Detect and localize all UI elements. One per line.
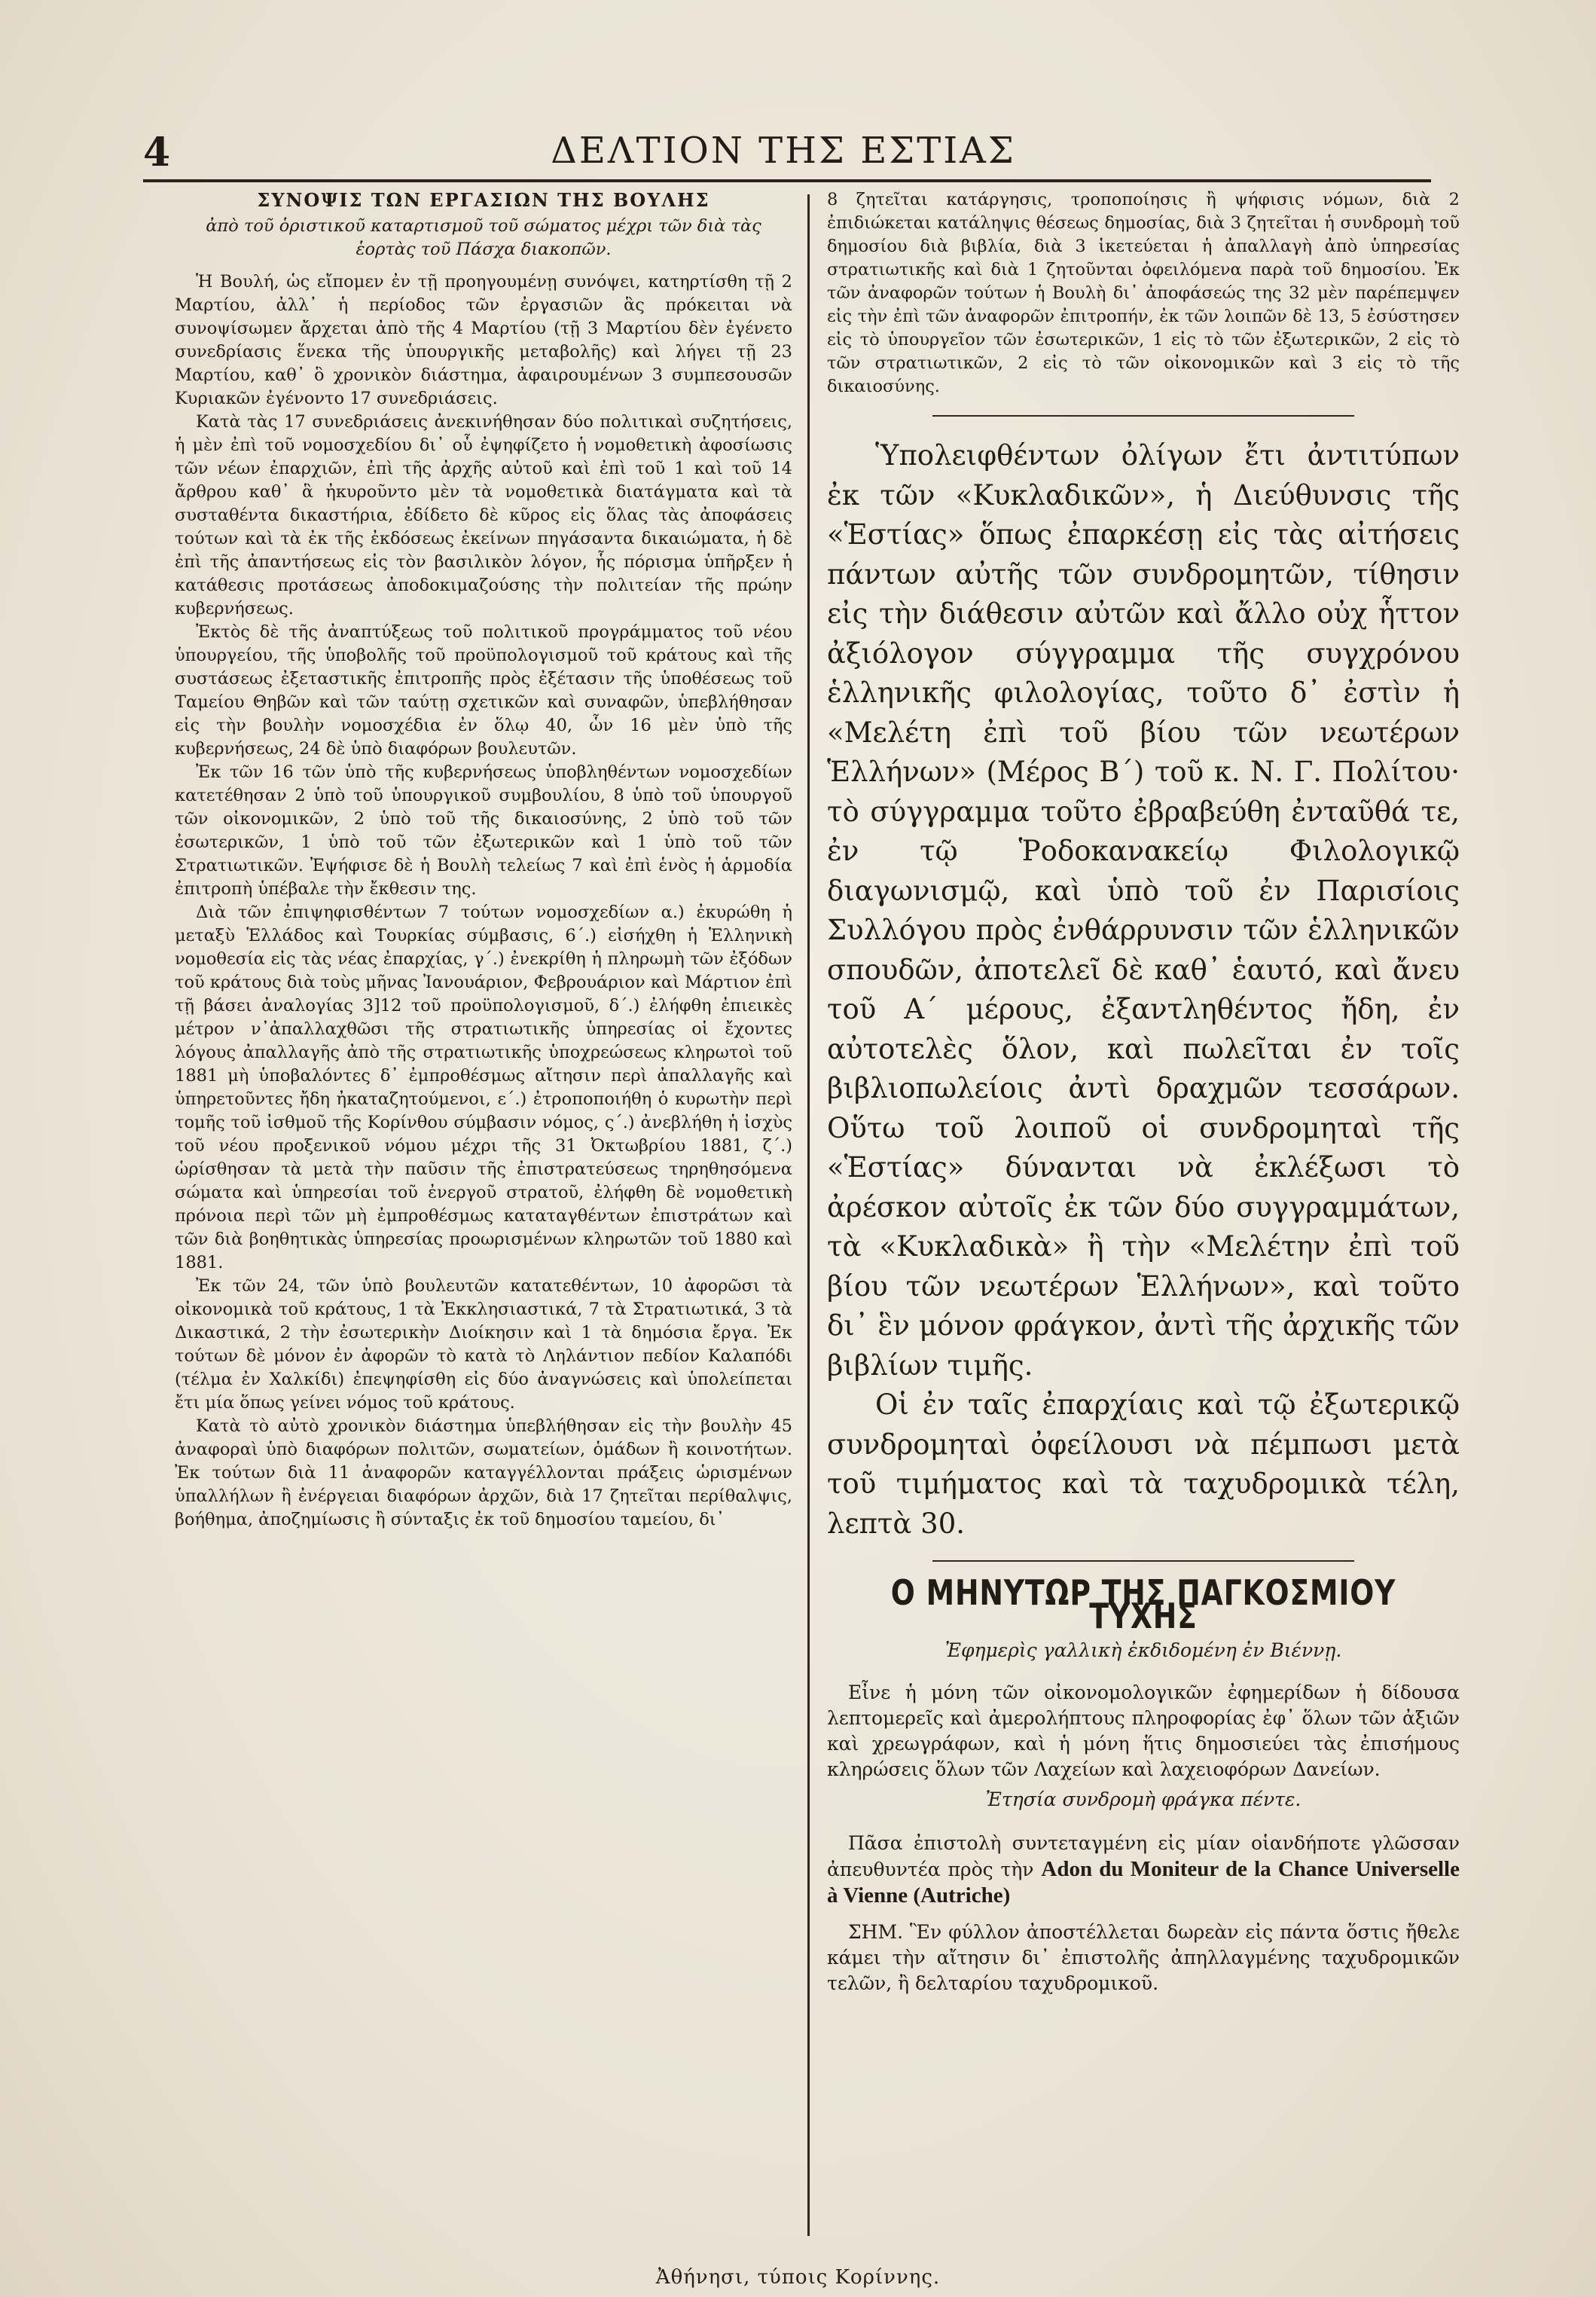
advertisement-body: Εἶνε ἡ μόνη τῶν οἰκονομολογικῶν ἐφημερίδων ἡ δίδουσα λεπτομερεῖς καὶ ἀμερολήπτους πληροφορίας ἐφ᾽ ὅλων τῶν ἀξιῶν καὶ χρεωγράφων, καὶ ἡ μόνη ἥτις δημοσιεύει τὰς ἐπισήμους κληρώσεις ὅλων τῶν Λαχείων καὶ λαχειοφόρων Δανείων. bbox=[827, 1682, 1460, 1780]
section-subtitle: ἀπὸ τοῦ ὁριστικοῦ καταρτισμοῦ τοῦ σώματος μέχρι τῶν διὰ τὰς ἑορτὰς τοῦ Πάσχα διακοπῶν. bbox=[206, 216, 761, 259]
continuation-paragraph: 8 ζητεῖται κατάργησις, τροποποίησις ἢ ψήφισις νόμων, διὰ 2 ἐπιδιώκεται κατάληψις θέσεως δημοσίας, διὰ 3 ζητεῖται ἡ συνδρομὴ τοῦ δημοσίου διὰ βιβλία, διὰ 3 ἱκετεύεται ἡ ἀπαλλαγὴ ἀπὸ ὑπηρεσίας στρατιωτικῆς καὶ διὰ 1 ζητοῦνται ὀφειλόμενα παρὰ τοῦ δημοσίου. Ἐκ τῶν ἀναφορῶν τούτων ἡ Βουλὴ δι᾽ ἀποφάσεώς της 32 μὲν παρέπεμψεν εἰς τὴν ἐπὶ τῶν ἀναφορῶν ἐπιτροπήν, ἐκ τῶν λοιπῶν δὲ 13, 5 ἐσύστησεν εἰς τὸ ὑπουργεῖον τῶν ἐσωτερικῶν, 1 εἰς τὸ τῶν ἐξωτερικῶν, 2 εἰς τὸ τῶν στρατιωτικῶν, 2 εἰς τὸ τῶν οἰκονομικῶν καὶ 3 εἰς τὸ τῆς δικαιοσύνης. bbox=[827, 190, 1460, 396]
address-paragraph bbox=[827, 1831, 1460, 1909]
header-rule bbox=[143, 179, 1431, 182]
section-rule bbox=[932, 415, 1354, 417]
paragraph: Ἐκτὸς δὲ τῆς ἀναπτύξεως τοῦ πολιτικοῦ προγράμματος τοῦ νέου ὑπουργείου, τῆς ὑποβολῆς τοῦ προϋπολογισμοῦ τοῦ κράτους καὶ τῆς συστάσεως ἐξεταστικῆς ἐπιτροπῆς πρὸς ἐξέτασιν τῆς ὑποθέσεως τοῦ Ταμείου Θηβῶν καὶ τῶν ταύτῃ σχετικῶν καὶ συναφῶν, ὑπεβλήθησαν εἰς τὴν βουλὴν νομοσχέδια ἐν ὅλῳ 40, ὧν 16 μὲν ὑπὸ τῆς κυβερνήσεως, 24 δὲ ὑπὸ διαφόρων βουλευτῶν. bbox=[175, 622, 792, 759]
subscription-price: Ἐτησία συνδρομὴ φράγκα πέντε. bbox=[985, 1788, 1302, 1810]
printer-imprint: Ἀθήνησι, τύποις Κορίννης. bbox=[655, 2266, 941, 2289]
paragraph: Ἡ Βουλή, ὡς εἴπομεν ἐν τῇ προηγουμένῃ συνόψει, κατηρτίσθη τῇ 2 Μαρτίου, ἀλλ᾽ ἡ περίοδος τῶν ἐργασιῶν ἃς πρόκειται νὰ συνοψίσωμεν ἄρχεται ἀπὸ τῆς 4 Μαρτίου (τῇ 3 Μαρτίου δὲν ἐγένετο συνεδρίασις ἕνεκα τῆς ὑπουργικῆς μεταβολῆς) καὶ λήγει τῇ 23 Μαρτίου, καθ᾽ ὃ χρονικὸν διάστημα, ἀφαιρουμένων 3 συμπεσουσῶν Κυριακῶν ἐγένοντο 17 συνεδριάσεις. bbox=[175, 272, 792, 408]
advertisement-title: Ο ΜΗΝΥΤΩΡ ΤΗΣ ΠΑΓΚΟΣΜΙΟΥ ΤΥΧΗΣ bbox=[890, 1572, 1396, 1636]
advertisement-note: ΣΗΜ. Ἓν φύλλον ἀποστέλλεται δωρεὰν εἰς πάντα ὅστις ἤθελε κάμει τὴν αἴτησιν δι᾽ ἐπιστολῆς ἀπηλλαγμένης ταχυδρομικῶν τελῶν, ἢ δελταρίου ταχυδρομικοῦ. bbox=[827, 1921, 1460, 1994]
paragraph: Διὰ τῶν ἐπιψηφισθέντων 7 τούτων νομοσχεδίων α.) ἐκυρώθη ἡ μεταξὺ Ἑλλάδος καὶ Τουρκίας σύμβασις, 6΄.) εἰσήχθη ἡ Ἑλληνικὴ νομοθεσία εἰς τὰς νέας ἐπαρχίας, γ΄.) ἐνεκρίθη ἡ πληρωμὴ τῶν ἐξόδων τοῦ κράτους διὰ τοὺς μῆνας Ἰανουάριον, Φεβρουάριον καὶ Μάρτιον ἐπὶ τῇ βάσει ἀναλογίας 3]12 τοῦ προϋπολογισμοῦ, δ΄.) ἐλήφθη ἐπιεικὲς μέτρον ν᾽ἀπαλλαχθῶσι τῆς στρατιωτικῆς ὑπηρεσίας οἱ ἔχοντες λόγους ἀπαλλαγῆς ἀπὸ τῆς στρατιωτικῆς ὑποχρεώσεως κληρωτοὶ τοῦ 1881 μὴ ὑποβαλόντες δ᾽ ἐμπροθέσμως αἴτησιν περὶ ἀπαλλαγῆς καὶ ὑπηρετοῦντες ἤδη ἠκαταζητούμενοι, ε΄.) ἐτροποποιήθη ὁ κυρωτὴν περὶ τομῆς τοῦ ἰσθμοῦ τῆς Κορίνθου σύμβασιν νόμος, ς΄.) ἀνεβλήθη ἡ ἰσχὺς τοῦ νέου προξενικοῦ νόμου μέχρι τῆς 31 Ὀκτωβρίου 1881, ζ΄.) ὡρίσθησαν τὰ μετὰ τὴν παῦσιν τῆς ἐπιστρατεύσεως τηρηθησόμενα σώματα καὶ ὑπηρεσίαι τοῦ ἐνεργοῦ στρατοῦ, ἐλήφθη δὲ νομοθετικὴ πρόνοια περὶ τῶν μὴ ἐμπροθέσμως καταταγθέντων ἐπιστράτων καὶ τῶν διὰ βοηθητικὰς ὑπηρεσίας προωρισμένων κληρωτῶν τοῦ 1880 καὶ 1881. bbox=[175, 903, 792, 1272]
paragraph: Ἐκ τῶν 16 τῶν ὑπὸ τῆς κυβερνήσεως ὑποβληθέντων νομοσχεδίων κατετέθησαν 2 ὑπὸ τοῦ ὑπουργικοῦ συμβουλίου, 8 ὑπὸ τοῦ ὑπουργοῦ τῶν οἰκονομικῶν, 2 ὑπὸ τοῦ τῆς δικαιοσύνης, 2 ὑπὸ τοῦ τῶν ἐσωτερικῶν, 1 ὑπὸ τοῦ τῶν ἐξωτερικῶν καὶ 1 ὑπὸ τοῦ τῶν Στρατιωτικῶν. Ἐψήφισε δὲ ἡ Βουλὴ τελείως 7 καὶ ἐπὶ ἑνὸς ἡ ἁρμοδία ἐπιτροπὴ ὑπέβαλε τὴν ἔκθεσιν της. bbox=[175, 762, 792, 899]
paragraph: Ἐκ τῶν 24, τῶν ὑπὸ βουλευτῶν κατατεθέντων, 10 ἀφορῶσι τὰ οἰκονομικὰ τοῦ κράτους, 1 τὰ Ἐκκλησιαστικά, 7 τὰ Στρατιωτικά, 3 τὰ Δικαστικά, 2 τὴν ἐσωτερικὴν Διοίκησιν καὶ 1 τὰ δημόσια ἔργα. Ἐκ τούτων δὲ μόνον ἐν ἀφορῶν τὸ κατὰ τὸ Ληλάντιον πεδίον Καλαπόδι (τέλμα ἐν Χαλκίδι) ἐπεψηφίσθη εἰς δύο ἀναγνώσεις καὶ ὑπολείπεται ἔτι μία ὅπως γείνει νόμος τοῦ κράτους. bbox=[175, 1276, 792, 1413]
section-rule bbox=[932, 1560, 1354, 1562]
paragraph: Κατὰ τὰς 17 συνεδριάσεις ἀνεκινήθησαν δύο πολιτικαὶ συζητήσεις, ἡ μὲν ἐπὶ τοῦ νομοσχεδίου δι᾽ οὗ ἐψηφίζετο ἡ νομοθετικὴ ἀφοσίωσις τῶν νέων ἐπαρχιῶν, ἐπὶ τῆς ἀρχῆς αὐτοῦ καὶ ἐπὶ τοῦ 1 καὶ τοῦ 14 ἄρθρου καθ᾽ ἃ ἠκυροῦντο μὲν τὰ νομοθετικὰ διατάγματα καὶ τὰ συσταθέντα δικαστήρια, ἐδίδετο δὲ κῦρος εἰς ὅλας τὰς ἀποφάσεις τούτων καὶ τὰ ἐκ τῆς ἐκδόσεως ἐκείνων πηγάσαντα δικαιώματα, ἡ δὲ ἐπὶ τῆς ἀπαντήσεως εἰς τὸν βασιλικὸν λόγον, ἧς πόρισμα ὑπῆρξεν ἡ κατάθεσις προτάσεως ἀποδοκιμαζούσης τὴν πολιτείαν τῆς πρώην κυβερνήσεως. bbox=[175, 412, 792, 619]
notice-paragraph: Ὑπολειφθέντων ὀλίγων ἔτι ἀντιτύπων ἐκ τῶν «Κυκλαδικῶν», ἡ Διεύθυνσις τῆς «Ἑστίας» ὅπως ἐπαρκέσῃ εἰς τὰς αἰτήσεις πάντων αὐτῆς τῶν συνδρομητῶν, τίθησιν εἰς τὴν διάθεσιν αὐτῶν καὶ ἄλλο οὐχ ἧττον ἀξιόλογον σύγγραμμα τῆς συγχρόνου ἑλληνικῆς φιλολογίας, τοῦτο δ᾽ ἐστὶν ἡ «Μελέτη ἐπὶ τοῦ βίου τῶν νεωτέρων Ἑλλήνων» (Μέρος Β΄) τοῦ κ. Ν. Γ. Πολίτου· τὸ σύγγραμμα τοῦτο ἐβραβεύθη ἐνταῦθά τε, ἐν τῷ Ῥοδοκανακείῳ Φιλολογικῷ διαγωνισμῷ, καὶ ὑπὸ τοῦ ἐν Παρισίοις Συλλόγου πρὸς ἐνθάρρυνσιν τῶν ἑλληνικῶν σπουδῶν, ἀποτελεῖ δὲ καθ᾽ ἑαυτό, καὶ ἄνευ τοῦ Α΄ μέρους, ἐξαντληθέντος ἤδη, ἐν αὐτοτελὲς ὅλον, καὶ πωλεῖται ἐν τοῖς βιβλιοπωλείοις ἀντὶ δραχμῶν τεσσάρων. Οὕτω τοῦ λοιποῦ οἱ συνδρομηταὶ τῆς «Ἑστίας» δύνανται νὰ ἐκλέξωσι τὸ ἀρέσκον αὐτοῖς ἐκ τῶν δύο συγγραμμάτων, τὰ «Κυκλαδικὰ» ἢ τὴν «Μελέτην ἐπὶ τοῦ βίου τῶν νεωτέρων Ἑλλήνων», καὶ τοῦτο δι᾽ ἓν μόνον φράγκον, ἀντὶ τῆς ἀρχικῆς τῶν βιβλίων τιμῆς. bbox=[827, 439, 1460, 1382]
page-number: 4 bbox=[143, 130, 171, 176]
section-title: ΣΥΝΟΨΙΣ ΤΩΝ ΕΡΓΑΣΙΩΝ ΤΗΣ ΒΟΥΛΗΣ bbox=[257, 189, 710, 211]
advertisement-block bbox=[827, 1572, 1460, 1996]
notice-paragraph: Οἱ ἐν ταῖς ἐπαρχίαις καὶ τῷ ἐξωτερικῷ συνδρομηταὶ ὀφείλουσι νὰ πέμπωσι μετὰ τοῦ τιμήματος καὶ τὰ ταχυδρομικὰ τέλη, λεπτὰ 30. bbox=[827, 1388, 1460, 1540]
advertisement-subtitle: Ἐφημερὶς γαλλικὴ ἐκδιδομένη ἐν Βιέννῃ. bbox=[944, 1639, 1342, 1661]
running-head: ΔΕΛΤΙΟΝ ΤΗΣ ΕΣΤΙΑΣ bbox=[551, 130, 1016, 172]
right-column bbox=[827, 188, 1460, 1996]
address-french: Adon du Moniteur de la Chance Universelle à Vienne (Autriche) bbox=[827, 1857, 1460, 1908]
column-divider bbox=[807, 194, 810, 2236]
notice-block bbox=[827, 436, 1460, 1544]
left-column bbox=[175, 188, 792, 1532]
paragraph: Κατὰ τὸ αὐτὸ χρονικὸν διάστημα ὑπεβλήθησαν εἰς τὴν βουλὴν 45 ἀναφοραὶ ὑπὸ διαφόρων πολιτῶν, σωματείων, ὁμάδων ἢ κοινοτήτων. Ἐκ τούτων διὰ 11 ἀναφορῶν καταγγέλλονται πράξεις ὡρισμένων ὑπαλλήλων ἢ ἐνέργειαι διαφόρων ἀρχῶν, διὰ 17 ζητεῖται περίθαλψις, βοήθημα, ἀποζημίωσις ἢ σύνταξις ἐκ τοῦ δημοσίου ταμείου, δι᾽ bbox=[175, 1416, 792, 1529]
address-intro: Πᾶσα ἐπιστολὴ συντεταγμένη εἰς μίαν οἱανδήποτε γλῶσσαν ἀπευθυντέα πρὸς τὴν bbox=[827, 1832, 1460, 1880]
